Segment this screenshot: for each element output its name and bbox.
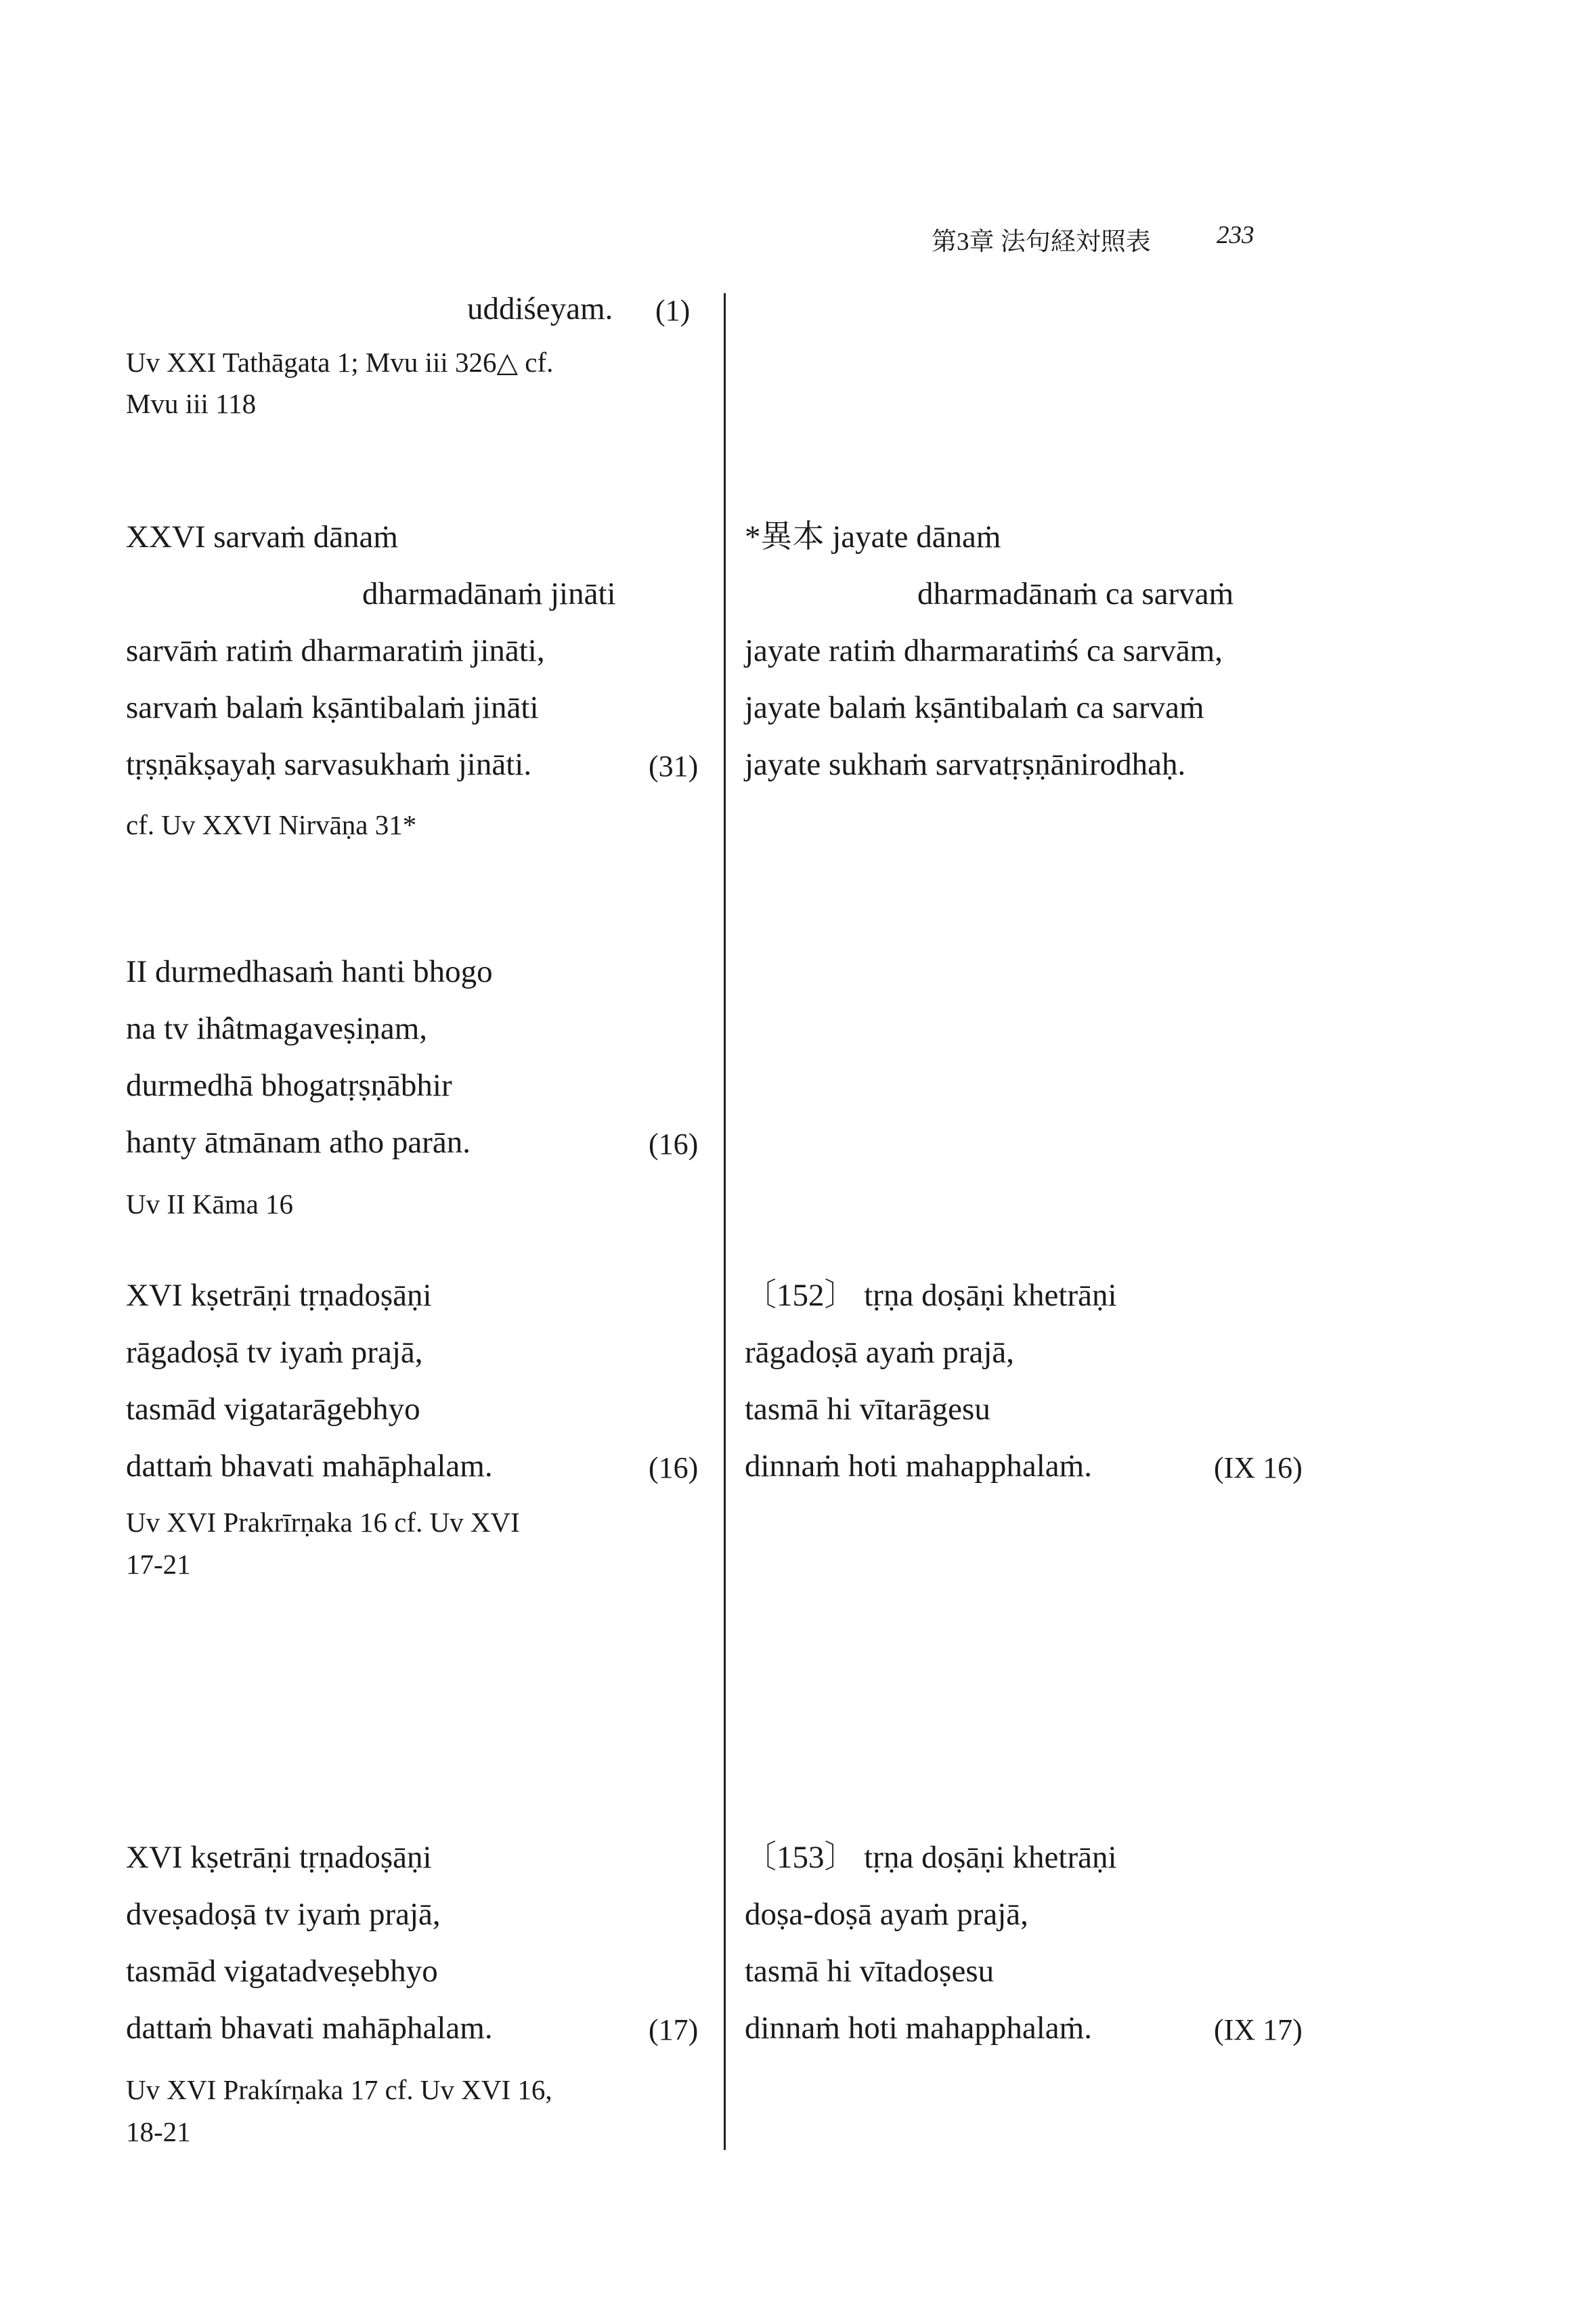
verse-line: durmedhā bhogatṛṣṇābhir [126,1068,452,1103]
variant-line: dharmadānaṁ ca sarvaṁ [917,576,1234,611]
verse-line: dattaṁ bhavati mahāphalam. [126,1448,493,1484]
pali-verse-line: 〔153〕 tṛṇa doṣāṇi khetrāṇi [745,1840,1117,1875]
verse-line: dattaṁ bhavati mahāphalam. [126,2010,493,2046]
reference-note: Uv II Kāma 16 [126,1188,294,1220]
verse-line: na tv ihâtmagaveṣiṇam, [126,1011,428,1046]
pali-verse-line: rāgadoṣā ayaṁ prajā, [745,1335,1014,1370]
reference-note: 17-21 [126,1549,191,1580]
pali-verse-line: tasmā hi vītarāgesu [745,1392,990,1427]
verse-line: rāgadoṣā tv iyaṁ prajā, [126,1335,423,1370]
verse-number: (17) [649,2013,699,2046]
verse-number: (16) [649,1127,699,1161]
reference-note: cf. Uv XXVI Nirvāṇa 31* [126,809,417,840]
variant-line: jayate balaṁ kṣāntibalaṁ ca sarvaṁ [745,690,1204,725]
verse-line: II durmedhasaṁ hanti bhogo [126,954,493,989]
page-number: 233 [1217,221,1254,249]
verse-line: tṛṣṇākṣayaḥ sarvasukhaṁ jināti. [126,747,532,782]
reference-note: Mvu iii 118 [126,388,257,419]
verse-line: XVI kṣetrāṇi tṛṇadoṣāṇi [126,1278,432,1313]
reference-note: Uv XVI Prakrīrṇaka 16 cf. Uv XVI [126,1507,520,1538]
verse-line: XXVI sarvaṁ dānaṁ [126,519,398,555]
reference-note: 18-21 [126,2116,191,2147]
pali-verse-line: doṣa-doṣā ayaṁ prajā, [745,1897,1028,1932]
variant-line: *異本 jayate dānaṁ [745,519,1001,555]
verse-line: sarvāṁ ratiṁ dharmaratiṁ jināti, [126,633,545,668]
variant-line: jayate sukhaṁ sarvatṛṣṇānirodhaḥ. [745,747,1186,782]
verse-line: hanty ātmānam atho parān. [126,1125,471,1160]
pali-verse-line: dinnaṁ hoti mahapphalaṁ. [745,2010,1092,2046]
verse-number: (1) [655,294,691,327]
verse-number: (IX 17) [1214,2013,1303,2046]
verse-line: tasmād vigatarāgebhyo [126,1392,420,1427]
pali-verse-line: dinnaṁ hoti mahapphalaṁ. [745,1448,1092,1484]
verse-line: dveṣadoṣā tv iyaṁ prajā, [126,1897,441,1932]
column-divider [724,293,726,2150]
verse-line: sarvaṁ balaṁ kṣāntibalaṁ jināti [126,690,539,725]
verse-number: (16) [649,1451,699,1484]
verse-line: XVI kṣetrāṇi tṛṇadoṣāṇi [126,1840,432,1875]
pali-verse-line: 〔152〕 tṛṇa doṣāṇi khetrāṇi [745,1278,1117,1313]
verse-line: dharmadānaṁ jināti [362,576,616,611]
verse-number: (IX 16) [1214,1451,1303,1484]
pali-verse-line: tasmā hi vītadoṣesu [745,1954,995,1989]
verse-line: uddiśeyam. [467,291,613,326]
running-header: 第3章 法句経対照表 [932,228,1151,256]
variant-line: jayate ratiṁ dharmaratiṁś ca sarvām, [745,633,1223,668]
reference-note: Uv XVI Prakírṇaka 17 cf. Uv XVI 16, [126,2074,552,2105]
reference-note: Uv XXI Tathāgata 1; Mvu iii 326△ cf. [126,347,554,378]
verse-number: (31) [649,750,699,783]
verse-line: tasmād vigatadveṣebhyo [126,1954,438,1989]
